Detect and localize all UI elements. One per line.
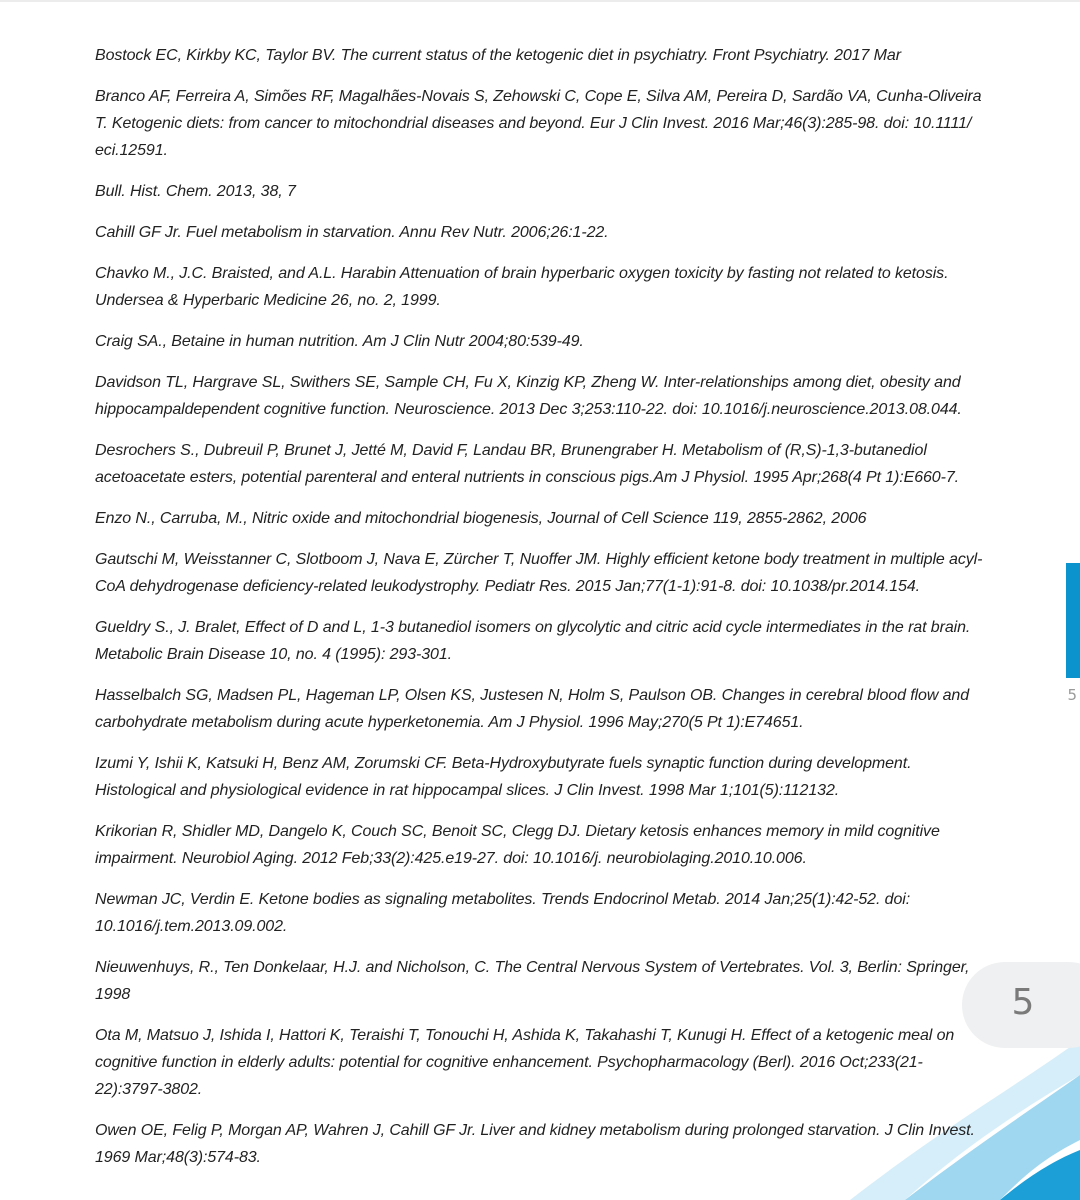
reference-item: Craig SA., Betaine in human nutrition. Am J Clin Nutr 2004;80:539-49. bbox=[95, 333, 584, 350]
reference-item: Gautschi M, Weisstanner C, Slotboom J, Nava E, Zürcher T, Nuoffer JM. Highly efficient ketone body treatment in multiple acyl-CoA dehydrogenase deficiency-related leukodystrophy. Pediatr Res. 2015 Jan;77(1-1):91-8. doi: 10.1038/pr.2014.154. bbox=[95, 551, 983, 595]
reference-item: Nieuwenhuys, R., Ten Donkelaar, H.J. and Nicholson, C. The Central Nervous System of Vertebrates. Vol. 3, Berlin: Springer, 1998 bbox=[95, 959, 970, 1003]
reference-item: Newman JC, Verdin E. Ketone bodies as signaling metabolites. Trends Endocrinol Metab. 2014 Jan;25(1):42-52. doi: 10.1016/j.tem.2013.09.002. bbox=[95, 891, 911, 935]
reference-item: Gueldry S., J. Bralet, Effect of D and L, 1-3 butanediol isomers on glycolytic and citric acid cycle intermediates in the rat brain. Metabolic Brain Disease 10, no. 4 (1995): 293-301. bbox=[95, 619, 971, 663]
reference-item: Bull. Hist. Chem. 2013, 38, 7 bbox=[95, 183, 296, 200]
page-number: 5 bbox=[1011, 982, 1035, 1023]
reference-item: Davidson TL, Hargrave SL, Swithers SE, Sample CH, Fu X, Kinzig KP, Zheng W. Inter-relationships among diet, obesity and hippocampaldependent cognitive function. Neuroscience. 2013 Dec 3;253:110-22. doi: 10.1016/j.neuroscience.2013.08.044. bbox=[95, 374, 962, 418]
reference-item: Enzo N., Carruba, M., Nitric oxide and mitochondrial biogenesis, Journal of Cell Science 119, 2855-2862, 2006 bbox=[95, 510, 867, 527]
reference-item: Izumi Y, Ishii K, Katsuki H, Benz AM, Zorumski CF. Beta-Hydroxybutyrate fuels synaptic function during development. Histological and physiological evidence in rat hippocampal slices. J Clin Invest. 1998 Mar 1;101(5):112132. bbox=[95, 755, 912, 799]
reference-item: Bostock EC, Kirkby KC, Taylor BV. The current status of the ketogenic diet in psychiatry. Front Psychiatry. 2017 Mar bbox=[95, 47, 901, 64]
side-tab-marker[interactable] bbox=[1066, 563, 1080, 678]
reference-item: Ota M, Matsuo J, Ishida I, Hattori K, Teraishi T, Tonouchi H, Ashida K, Takahashi T, Kunugi H. Effect of a ketogenic meal on cognitive function in elderly adults: potential for cognitive enhancement. Psychopharmacology (Berl). 2016 Oct;233(21-22):3797-3802. bbox=[95, 1027, 955, 1098]
references-list bbox=[95, 42, 985, 1185]
reference-item: Desrochers S., Dubreuil P, Brunet J, Jetté M, David F, Landau BR, Brunengraber H. Metabolism of (R,S)-1,3-butanediol acetoacetate esters, potential parenteral and enteral nutrients in conscious pigs.Am J Physiol. 1995 Apr;268(4 Pt 1):E660-7. bbox=[95, 442, 959, 486]
reference-item: Chavko M., J.C. Braisted, and A.L. Harabin Attenuation of brain hyperbaric oxygen toxicity by fasting not related to ketosis. Undersea & Hyperbaric Medicine 26, no. 2, 1999. bbox=[95, 265, 949, 309]
reference-item: Branco AF, Ferreira A, Simões RF, Magalhães-Novais S, Zehowski C, Cope E, Silva AM, Pereira D, Sardão VA, Cunha-Oliveira T. Ketogenic diets: from cancer to mitochondrial diseases and beyond. Eur J Clin Invest. 2016 Mar;46(3):285-98. doi: 10.1111/ eci.12591. bbox=[95, 88, 982, 159]
reference-item: Owen OE, Felig P, Morgan AP, Wahren J, Cahill GF Jr. Liver and kidney metabolism during prolonged starvation. J Clin Invest. 1969 Mar;48(3):574-83. bbox=[95, 1122, 975, 1166]
side-page-number: 5 bbox=[1067, 686, 1077, 704]
reference-item: Krikorian R, Shidler MD, Dangelo K, Couch SC, Benoit SC, Clegg DJ. Dietary ketosis enhances memory in mild cognitive impairment. Neurobiol Aging. 2012 Feb;33(2):425.e19-27. doi: 10.1016/j. neurobiolaging.2010.10.006. bbox=[95, 823, 940, 867]
reference-item: Cahill GF Jr. Fuel metabolism in starvation. Annu Rev Nutr. 2006;26:1-22. bbox=[95, 224, 609, 241]
reference-item: Hasselbalch SG, Madsen PL, Hageman LP, Olsen KS, Justesen N, Holm S, Paulson OB. Changes in cerebral blood flow and carbohydrate metabolism during acute hyperketonemia. Am J Physiol. 1996 May;270(5 Pt 1):E74651. bbox=[95, 687, 970, 731]
